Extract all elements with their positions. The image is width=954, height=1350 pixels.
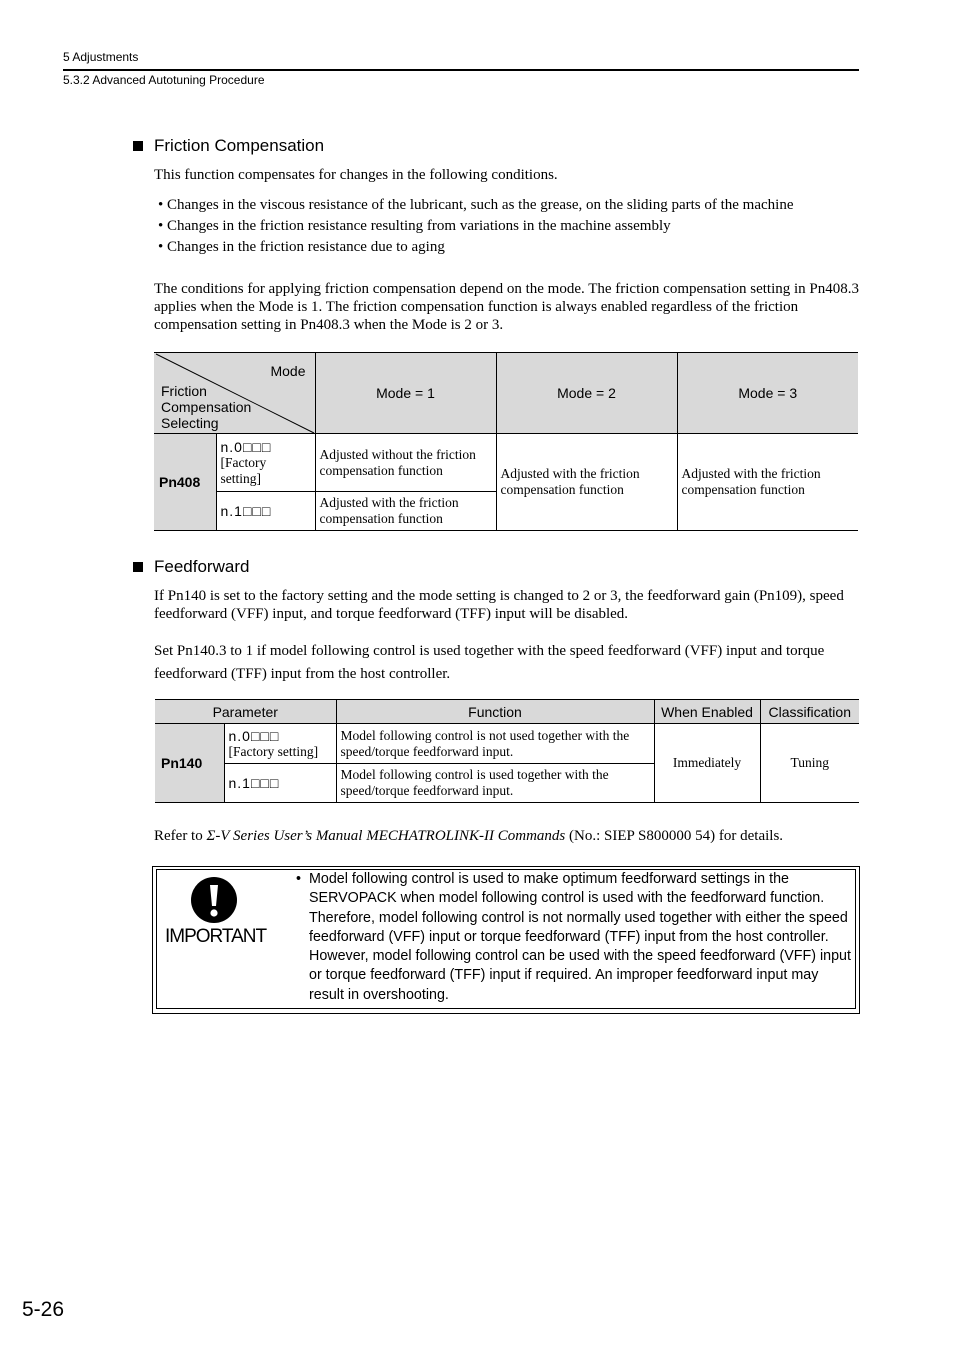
feedforward-para-1: If Pn140 is set to the factory setting and the mode setting is changed to 2 or 3, the feedforward gain (Pn109), speed feedforward (VFF) input, and torque feedforward (TFF) input will be disabled. bbox=[154, 588, 844, 622]
setting-cell-0 bbox=[216, 434, 315, 492]
square-bullet-icon bbox=[133, 141, 143, 151]
square-bullet-icon bbox=[133, 562, 143, 572]
factory-setting-note: [Factory setting] bbox=[228, 743, 319, 759]
exclamation-icon bbox=[190, 876, 238, 924]
section-header: 5.3.2 Advanced Autotuning Procedure bbox=[63, 73, 265, 87]
friction-title-text: Friction Compensation bbox=[154, 136, 325, 155]
mode1-row2-value: Adjusted with the friction compensation function bbox=[315, 492, 496, 531]
important-label: IMPORTANT bbox=[165, 926, 267, 947]
important-bullet: • bbox=[296, 871, 302, 887]
setting-cell-0 bbox=[224, 724, 336, 764]
mode2-value: Adjusted with the friction compensation function bbox=[496, 434, 677, 531]
header-mode-3: Mode = 3 bbox=[677, 353, 858, 434]
table-corner-cell bbox=[154, 353, 315, 434]
function-row1: Model following control is not used together with the speed/torque feedforward input. bbox=[336, 724, 654, 764]
setting-value: n.0□□□ bbox=[228, 727, 280, 744]
setting-cell-1: n.1□□□ bbox=[216, 492, 315, 531]
friction-section-title bbox=[133, 136, 324, 156]
mode3-value: Adjusted with the friction compensation function bbox=[677, 434, 858, 531]
friction-table bbox=[154, 352, 858, 531]
friction-bullet-2: • Changes in the friction resistance resulting from variations in the machine assembly bbox=[158, 218, 671, 234]
feedforward-section-title bbox=[133, 557, 249, 577]
important-text bbox=[296, 870, 854, 1005]
factory-setting-note: [Factory setting] bbox=[220, 454, 267, 486]
mode1-row1-value: Adjusted without the friction compensation function bbox=[315, 434, 496, 492]
header-parameter: Parameter bbox=[155, 700, 336, 724]
feedforward-table bbox=[155, 699, 859, 803]
friction-bullet-1: • Changes in the viscous resistance of the lubricant, such as the grease, on the sliding parts of the machine bbox=[158, 197, 794, 213]
manual-title: Σ-V Series User’s Manual MECHATROLINK-II Commands bbox=[206, 828, 566, 844]
important-body: Model following control is used to make optimum feedforward settings in the SERVOPACK when model following control is used with the feedforward function. Therefore, model following control is not normally used together with either the speed feedforward (VFF) input or torque feedforward (TFF) input from the host controller. However, model following control can be used with the speed feedforward (VFF) input or torque feedforward (TFF) input if required. An improper feedforward input may result in overshooting. bbox=[309, 871, 851, 1003]
chapter-header: 5 Adjustments bbox=[63, 50, 139, 64]
refer-line: Refer to Σ-V Series User’s Manual MECHATROLINK-II Commands (No.: SIEP S800000 54) for details. bbox=[154, 828, 784, 844]
corner-mode-label: Mode bbox=[270, 363, 306, 379]
setting-value: n.0□□□ bbox=[220, 438, 272, 455]
header-rule bbox=[63, 69, 859, 71]
function-row2: Model following control is used together with the speed/torque feedforward input. bbox=[336, 764, 654, 803]
feedforward-title-text: Feedforward bbox=[154, 557, 250, 576]
friction-conditions: The conditions for applying friction compensation depend on the mode. The friction compensation setting in Pn408.3 applies when the Mode is 1. The friction compensation function is always enabled regardless of the friction compensation setting in Pn408.3 when the Mode is 2 or 3. bbox=[154, 281, 859, 333]
friction-intro: This function compensates for changes in the following conditions. bbox=[154, 167, 558, 183]
corner-selecting-label: Friction Compensation Selecting bbox=[161, 383, 252, 431]
param-pn140: Pn140 bbox=[155, 724, 224, 803]
classification-value: Tuning bbox=[760, 724, 859, 803]
when-enabled-value: Immediately bbox=[654, 724, 760, 803]
page-number: 5-26 bbox=[22, 1298, 65, 1321]
feedforward-para-2: Set Pn140.3 to 1 if model following control is used together with the speed feedforward (VFF) input and torque feedforward (TFF) input from the host controller. bbox=[154, 643, 825, 682]
header-when-enabled: When Enabled bbox=[654, 700, 760, 724]
friction-bullet-3: • Changes in the friction resistance due to aging bbox=[158, 239, 445, 255]
header-mode-2: Mode = 2 bbox=[496, 353, 677, 434]
param-pn408: Pn408 bbox=[154, 434, 216, 531]
setting-cell-1: n.1□□□ bbox=[224, 764, 336, 803]
header-mode-1: Mode = 1 bbox=[315, 353, 496, 434]
header-classification: Classification bbox=[760, 700, 859, 724]
header-function: Function bbox=[336, 700, 654, 724]
